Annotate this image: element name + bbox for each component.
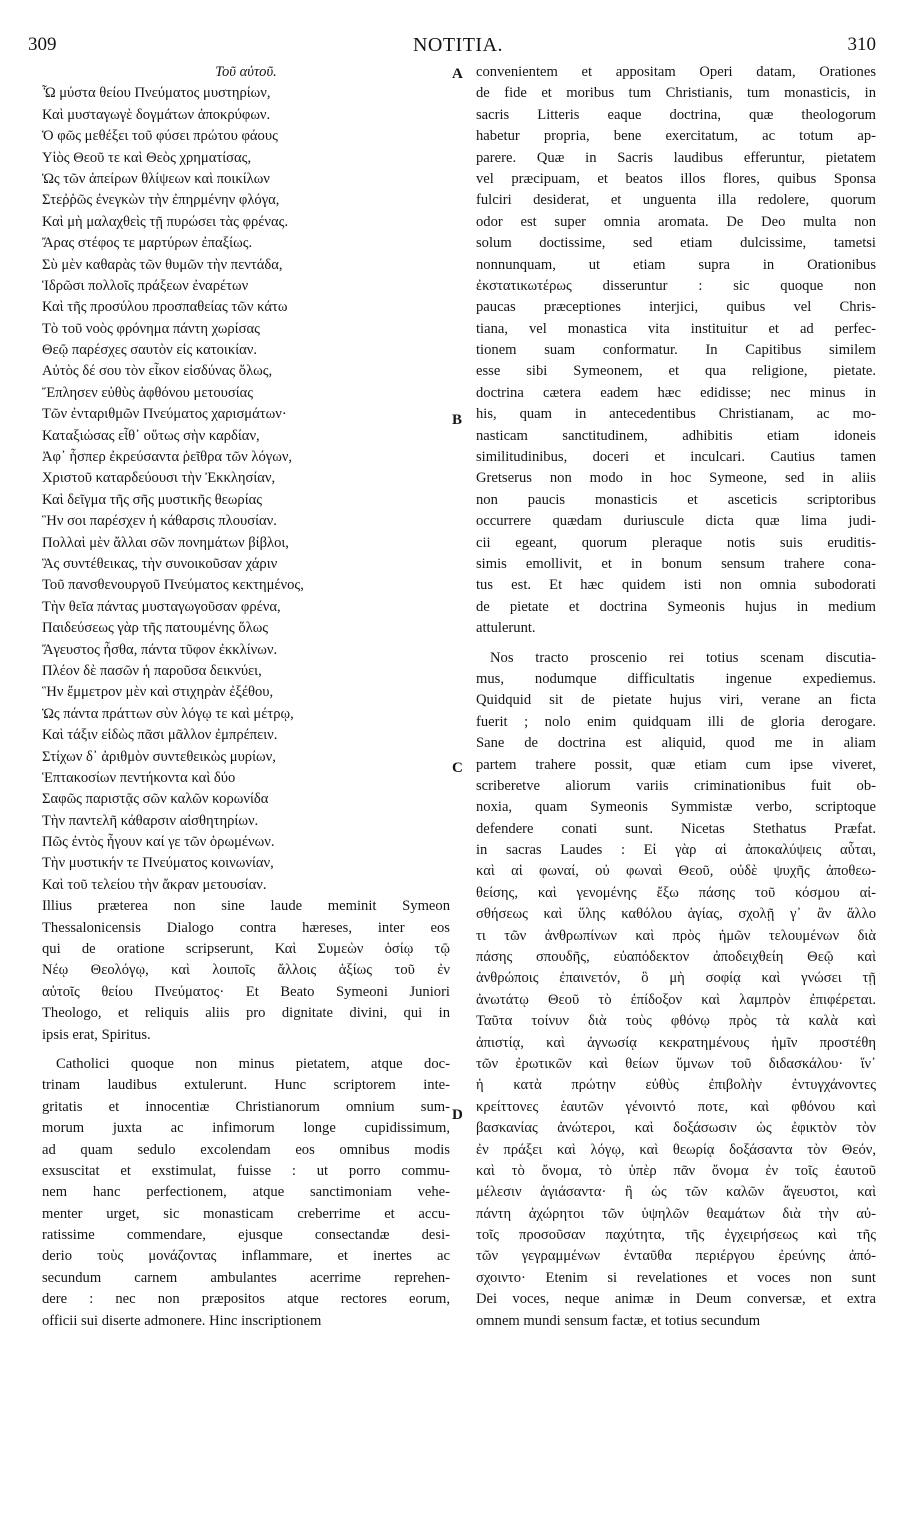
text-line: his, quam in antecedentibus Christianam, ac mo- bbox=[476, 406, 876, 423]
text-line: tionem suam conformatur. In Capitibus similem bbox=[476, 342, 876, 359]
text-line: Νέῳ Θεολόγῳ, καὶ λοιποῖς ἄλλοις ἀξίως τοῦ ἐν bbox=[42, 962, 450, 979]
text-line: trinam laudibus extulerunt. Hunc scriptorem inte- bbox=[42, 1077, 450, 1094]
text-line: Ταῦτα τοίνυν διὰ τοὺς φθόνῳ πρὸς τὰ καλὰ καὶ bbox=[476, 1013, 876, 1030]
poem-line: Ἔπλησεν εὐθὺς ἀφθόνου μετουσίας bbox=[42, 384, 254, 401]
text-line: tiana, vel monastica vita instituitur et ad perfec- bbox=[476, 320, 876, 337]
poem-line: Τὴν θεῖα πάντας μυσταγωγοῦσαν φρένα, bbox=[42, 598, 281, 615]
right-page-number: 310 bbox=[847, 34, 876, 55]
text-line: ad quam sedulo excolendam eos omnibus modis bbox=[42, 1141, 450, 1158]
text-line: καὶ τὸ ὄνομα, τὸ ὑπὲρ πᾶν ὄνομα ἐν τοῖς ἑαυτοῦ bbox=[476, 1162, 876, 1179]
poem-line: Θεῷ παρέσχες σαυτὸν εἰς κατοικίαν. bbox=[42, 342, 258, 359]
section-marker-a: A bbox=[452, 66, 463, 82]
text-line: ἡ κατὰ πρώτην εὐθὺς ἐπιβολὴν ἐντυγχάνοντες bbox=[476, 1077, 876, 1094]
text-line: occurrere quædam duriuscule dicta quæ lima judi- bbox=[476, 513, 876, 530]
text-line: defendere conati sunt. Nicetas Stethatus Præfat. bbox=[476, 820, 876, 837]
poem-line: Τὴν μυστικήν τε Πνεύματος κοινωνίαν, bbox=[42, 855, 274, 872]
text-line: Catholici quoque non minus pietatem, atque doc- bbox=[56, 1055, 450, 1072]
text-line: tus est. Et hæc quidem isti non omnia subodorati bbox=[476, 577, 876, 594]
text-line: paucas præceptiones interjici, quibus vel Chris- bbox=[476, 299, 876, 316]
text-line: morum juxta ac infimorum longe cupidissimum, bbox=[42, 1120, 450, 1137]
text-line: ἐκστατικωτέρως disseruntur : sic quoque non bbox=[476, 277, 876, 294]
text-line: ἀπιστίᾳ, καὶ ἀγνωσίᾳ κεκρατημένους ἡμῖν προστέθη bbox=[476, 1034, 876, 1051]
text-line: αὐτοῖς θείου Πνεύματος· Et Beato Symeoni Juniori bbox=[42, 983, 450, 1000]
text-line: qui de oratione scripserunt, Καὶ Συμεὼν ὁσίῳ τῷ bbox=[42, 941, 450, 958]
text-line: θείσης, καὶ γενομένης ἔξω πάσης τοῦ κόσμου αἰ- bbox=[476, 884, 876, 901]
poem-line: Καὶ τοῦ τελείου τὴν ἄκραν μετουσίαν. bbox=[42, 876, 267, 893]
poem-line: Πῶς ἐντὸς ἦγουν καί γε τῶν ὁρωμένων. bbox=[42, 834, 275, 851]
text-line: non paucis monasticis et asceticis scriptoribus bbox=[476, 491, 876, 508]
poem-line: Ἀφ᾽ ἧσπερ ἐκρεύσαντα ῥεῖθρα τῶν λόγων, bbox=[42, 449, 293, 466]
text-line: secundum carnem ambulantes acerrime reprehen- bbox=[42, 1269, 450, 1286]
poem-line: Καὶ τάξιν εἰδὼς πᾶσι μᾶλλον ἐμπρέπειν. bbox=[42, 727, 278, 744]
text-line: doctrina cætera eadem hæc edidisse; nec minus in bbox=[476, 384, 876, 401]
text-line: gritatis et innocentiæ Christianorum omnium sum- bbox=[42, 1098, 450, 1115]
running-header bbox=[0, 34, 916, 60]
poem-line: Τοῦ πανσθενουργοῦ Πνεύματος κεκτημένος, bbox=[42, 577, 304, 594]
text-line: Sane de doctrina est aliquid, quod me in aliam bbox=[476, 735, 876, 752]
text-line: σθήσεως καὶ ὕλης καθόλου ἁγίας, σχολῇ γ᾽ ἂν ἄλλο bbox=[476, 906, 876, 923]
poem-line: Ὁ φῶς μεθέξει τοῦ φύσει πρώτου φάους bbox=[42, 128, 278, 145]
text-line: ipsis erat, Spiritus. bbox=[42, 1026, 151, 1043]
text-line: fulciri desiderat, et unguenta illa redolere, quorum bbox=[476, 192, 876, 209]
text-line: solum doctissime, sed etiam dulcissime, tametsi bbox=[476, 235, 876, 252]
poem-line: Παιδεύσεως γὰρ τῆς πατουμένης ὅλως bbox=[42, 620, 269, 637]
poem-heading: Τοῦ αὐτοῦ. bbox=[215, 64, 277, 80]
text-line: dere : nec non præpositos atque rectores eorum, bbox=[42, 1291, 450, 1308]
poem-line: Καταξιώσας εἶθ᾽ οὕτως σὴν καρδίαν, bbox=[42, 427, 260, 444]
text-line: ἐν πράξει καὶ λόγῳ, καὶ θεωρίᾳ δοξάσαντα τὸν Θεόν, bbox=[476, 1141, 876, 1158]
right-paragraph-2 bbox=[476, 648, 876, 1333]
text-line: πάντη ἀχώρητοι τῶν ὑψηλῶν θεαμάτων διὰ τὴν αὐ- bbox=[476, 1205, 876, 1222]
section-marker-d: D bbox=[452, 1107, 463, 1123]
poem-line: Πλέον δὲ πασῶν ἡ παροῦσα δεικνύει, bbox=[42, 662, 262, 679]
text-line: Nos tracto proscenio rei totius scenam discutia- bbox=[490, 649, 876, 666]
text-line: in sacras Laudes : Εἰ γὰρ αἱ ἀποκαλύψεις αὗται, bbox=[476, 842, 876, 859]
text-line: cii egeant, quorum pleraque notis suis eruditis- bbox=[476, 534, 876, 551]
text-line: κρείττονες ἑαυτῶν γένοιντό ποτε, καὶ φθόνου καὶ bbox=[476, 1098, 876, 1115]
greek-poem bbox=[42, 83, 450, 896]
text-line: ἀνωτάτῳ Θεοῦ τὸ ἐπίδοξον καὶ λαμπρὸν ἐπιφέρεται. bbox=[476, 991, 876, 1008]
poem-line: Υἱὸς Θεοῦ τε καὶ Θεὸς χρηματίσας, bbox=[42, 149, 252, 166]
text-line: menter urget, sic monasticam creberrime et accu- bbox=[42, 1205, 450, 1222]
poem-line: Ἑπτακοσίων πεντήκοντα καὶ δύο bbox=[42, 769, 236, 786]
text-line: exsuscitat et exstimulat, fuisse : ut porro commu- bbox=[42, 1162, 450, 1179]
poem-line: Καὶ τῆς προσύλου προσπαθείας τῶν κάτω bbox=[42, 299, 288, 316]
text-line: de pietate et doctrina Symeonis hujus in medium bbox=[476, 598, 876, 615]
text-line: ἀνθρώποις ἐπαινετόν, ὃ μὴ σοφίᾳ καὶ γνώσει τῇ bbox=[476, 970, 876, 987]
text-line: odor est super omnia aromata. De Deo multa non bbox=[476, 213, 876, 230]
text-line: partem trahere possit, quæ etiam cum ipse viveret, bbox=[476, 756, 876, 773]
running-title: NOTITIA. bbox=[412, 34, 504, 56]
text-line: Thessalonicensis Dialogo contra hæreses, inter eos bbox=[42, 919, 450, 936]
poem-line: Ἃς συντέθεικας, τὴν συνοικοῦσαν χάριν bbox=[42, 555, 278, 572]
poem-line: Καὶ μυσταγωγὲ δογμάτων ἀποκρύφων. bbox=[42, 106, 271, 123]
poem-line: Στεῤῥῶς ἐνεγκὼν τὴν ἐπηρμένην φλόγα, bbox=[42, 192, 280, 209]
poem-line: Αὐτὸς δέ σου τὸν εἶκον εἰσδύνας ὅλως, bbox=[42, 363, 273, 380]
text-line: similitudinibus, doceri et inculcari. Cautius tamen bbox=[476, 449, 876, 466]
poem-line: Σαφῶς παριστᾷς σῶν καλῶν κορωνίδα bbox=[42, 791, 269, 808]
poem-line: Καὶ μὴ μαλαχθεὶς τῇ πυρώσει τὰς φρένας. bbox=[42, 213, 289, 230]
text-line: τοῖς προσοῦσαν παχύτητα, τῆς ἐγχειρήσεως καὶ τῆς bbox=[476, 1227, 876, 1244]
text-line: ratissime commendare, ejusque consectandæ desi- bbox=[42, 1227, 450, 1244]
text-line: attulerunt. bbox=[476, 620, 536, 637]
poem-line: Στίχων δ᾽ ἀριθμὸν συντεθεικὼς μυρίων, bbox=[42, 748, 276, 765]
right-column bbox=[476, 62, 876, 1332]
text-line: μέλεσιν ἁγιάσαντα· ἢ ὡς τῶν καλῶν ἄγευστοι, καὶ bbox=[476, 1184, 876, 1201]
left-paragraph-1 bbox=[42, 896, 450, 1046]
text-line: Dei voces, neque animæ in Deum conversæ, et extra bbox=[476, 1291, 876, 1308]
text-line: καὶ αἱ φωναί, οὐ φωναὶ Θεοῦ, οὐδὲ ψυχῆς ἀποθεω- bbox=[476, 863, 876, 880]
text-line: Illius præterea non sine laude meminit Symeon bbox=[42, 898, 450, 915]
text-line: convenientem et appositam Operi datam, Orationes bbox=[476, 64, 876, 80]
text-line: βασκανίας ἀνώτεροι, καὶ δοξάσωσιν ὡς ἐφικτὸν τὸν bbox=[476, 1120, 876, 1137]
text-line: vel præcipuam, et beatos illos flores, quibus Sponsa bbox=[476, 170, 876, 187]
text-line: nonnunquam, ut etiam supra in Orationibus bbox=[476, 256, 876, 273]
text-line: fuerit ; nolo enim quidquam illi de gloria derogare. bbox=[476, 713, 876, 730]
text-line: Theologo, et reliquis aliis pro dignitate divini, qui in bbox=[42, 1005, 450, 1022]
text-line: Quidquid sit de pietate hujus viri, verane an ficta bbox=[476, 692, 876, 709]
text-line: πάσης σπουδῆς, εὐαπόδεκτον ἀποδειχθείη Θεῷ καὶ bbox=[476, 949, 876, 966]
text-line: nem hanc perfectionem, atque sanctimoniam vehe- bbox=[42, 1184, 450, 1201]
right-paragraph-1 bbox=[476, 62, 876, 640]
text-line: Gretserus non modo in hoc Symeone, sed in aliis bbox=[476, 470, 876, 487]
text-line: σχοιντο· Etenim si revelationes et voces non sunt bbox=[476, 1269, 876, 1286]
poem-line: Ὡς τῶν ἀπείρων θλίψεων καὶ ποικίλων bbox=[42, 170, 270, 187]
poem-line: Καὶ δεῖγμα τῆς σῆς μυστικῆς θεωρίας bbox=[42, 491, 263, 508]
text-line: derio τοὺς μονάζοντας inflammare, et inertes ac bbox=[42, 1248, 450, 1265]
poem-line: Ὦ μύστα θείου Πνεύματος μυστηρίων, bbox=[42, 85, 271, 102]
text-line: noxia, quam Symeonis Symmistæ verbo, scriptoque bbox=[476, 799, 876, 816]
poem-line: Ὡς πάντα πράττων σὺν λόγῳ τε καὶ μέτρῳ, bbox=[42, 705, 294, 722]
text-line: parere. Quæ in Sacris laudibus efferuntur, pietatem bbox=[476, 149, 876, 166]
text-line: officii sui diserte admonere. Hinc inscriptionem bbox=[42, 1312, 322, 1329]
poem-line: Τῶν ἐνταριθμῶν Πνεύματος χαρισμάτων· bbox=[42, 406, 287, 423]
poem-line: Πολλαὶ μὲν ἄλλαι σῶν πονημάτων βίβλοι, bbox=[42, 534, 289, 551]
left-page-number: 309 bbox=[28, 34, 57, 55]
text-line: scriberetve aliorum variis criminationibus fuit ob- bbox=[476, 777, 876, 794]
poem-line: Ἄρας στέφος τε μαρτύρων ἐπαξίως. bbox=[42, 235, 253, 252]
text-line: omnem mundi sensum factæ, et totius secundum bbox=[476, 1312, 761, 1329]
text-line: sacris Litteris eaque doctrina, quæ theologorum bbox=[476, 106, 876, 123]
text-line: τῶν ἐρωτικῶν καὶ θείων ὕμνων τοῦ διδασκάλου· ἵν᾽ bbox=[476, 1055, 876, 1072]
left-column bbox=[42, 62, 450, 1332]
text-line: de fide et moribus tum Christianis, tum monasticis, in bbox=[476, 85, 876, 102]
poem-line: Σὺ μὲν καθαρὰς τῶν θυμῶν τὴν πεντάδα, bbox=[42, 256, 283, 273]
poem-line: Χριστοῦ καταρδεύουσι τὴν Ἐκκλησίαν, bbox=[42, 470, 276, 487]
text-line: τῶν γεγραμμένων ἐνταῦθα περιέργου ἐρεύνης ἀπό- bbox=[476, 1248, 876, 1265]
poem-line: Ἣν ἔμμετρον μὲν καὶ στιχηρὰν ἐξέθου, bbox=[42, 684, 274, 701]
text-line: habetur propria, bene exercitatum, ac totum ap- bbox=[476, 128, 876, 145]
poem-line: Τὴν παντελῆ κάθαρσιν αἰσθητηρίων. bbox=[42, 812, 259, 829]
poem-line: Ἄγευστος ἦσθα, πάντα τῦφον ἐκκλίνων. bbox=[42, 641, 278, 658]
text-line: simis emollivit, et in bonum sensum trahere cona- bbox=[476, 555, 876, 572]
poem-line: Ἱδρῶσι πολλοῖς πράξεων ἐναρέτων bbox=[42, 277, 249, 294]
section-marker-b: B bbox=[452, 412, 463, 428]
text-line: esse sibi Symeonem, et qua religione, pietate. bbox=[476, 363, 876, 380]
text-line: nasticam sanctitudinem, adhibitis etiam idoneis bbox=[476, 427, 876, 444]
section-marker-c: C bbox=[452, 760, 463, 776]
text-line: τι τῶν ἀνθρωπίνων καὶ πρὸς ἡμῶν τελουμένων διὰ bbox=[476, 927, 876, 944]
text-line: mus, nodumque difficultatis ingenue expediemus. bbox=[476, 670, 876, 687]
left-paragraph-2 bbox=[42, 1054, 450, 1332]
poem-line: Ἣν σοι παρέσχεν ἡ κάθαρσις πλουσίαν. bbox=[42, 513, 277, 530]
poem-line: Τὸ τοῦ νοὸς φρόνημα πάντη χωρίσας bbox=[42, 320, 260, 337]
